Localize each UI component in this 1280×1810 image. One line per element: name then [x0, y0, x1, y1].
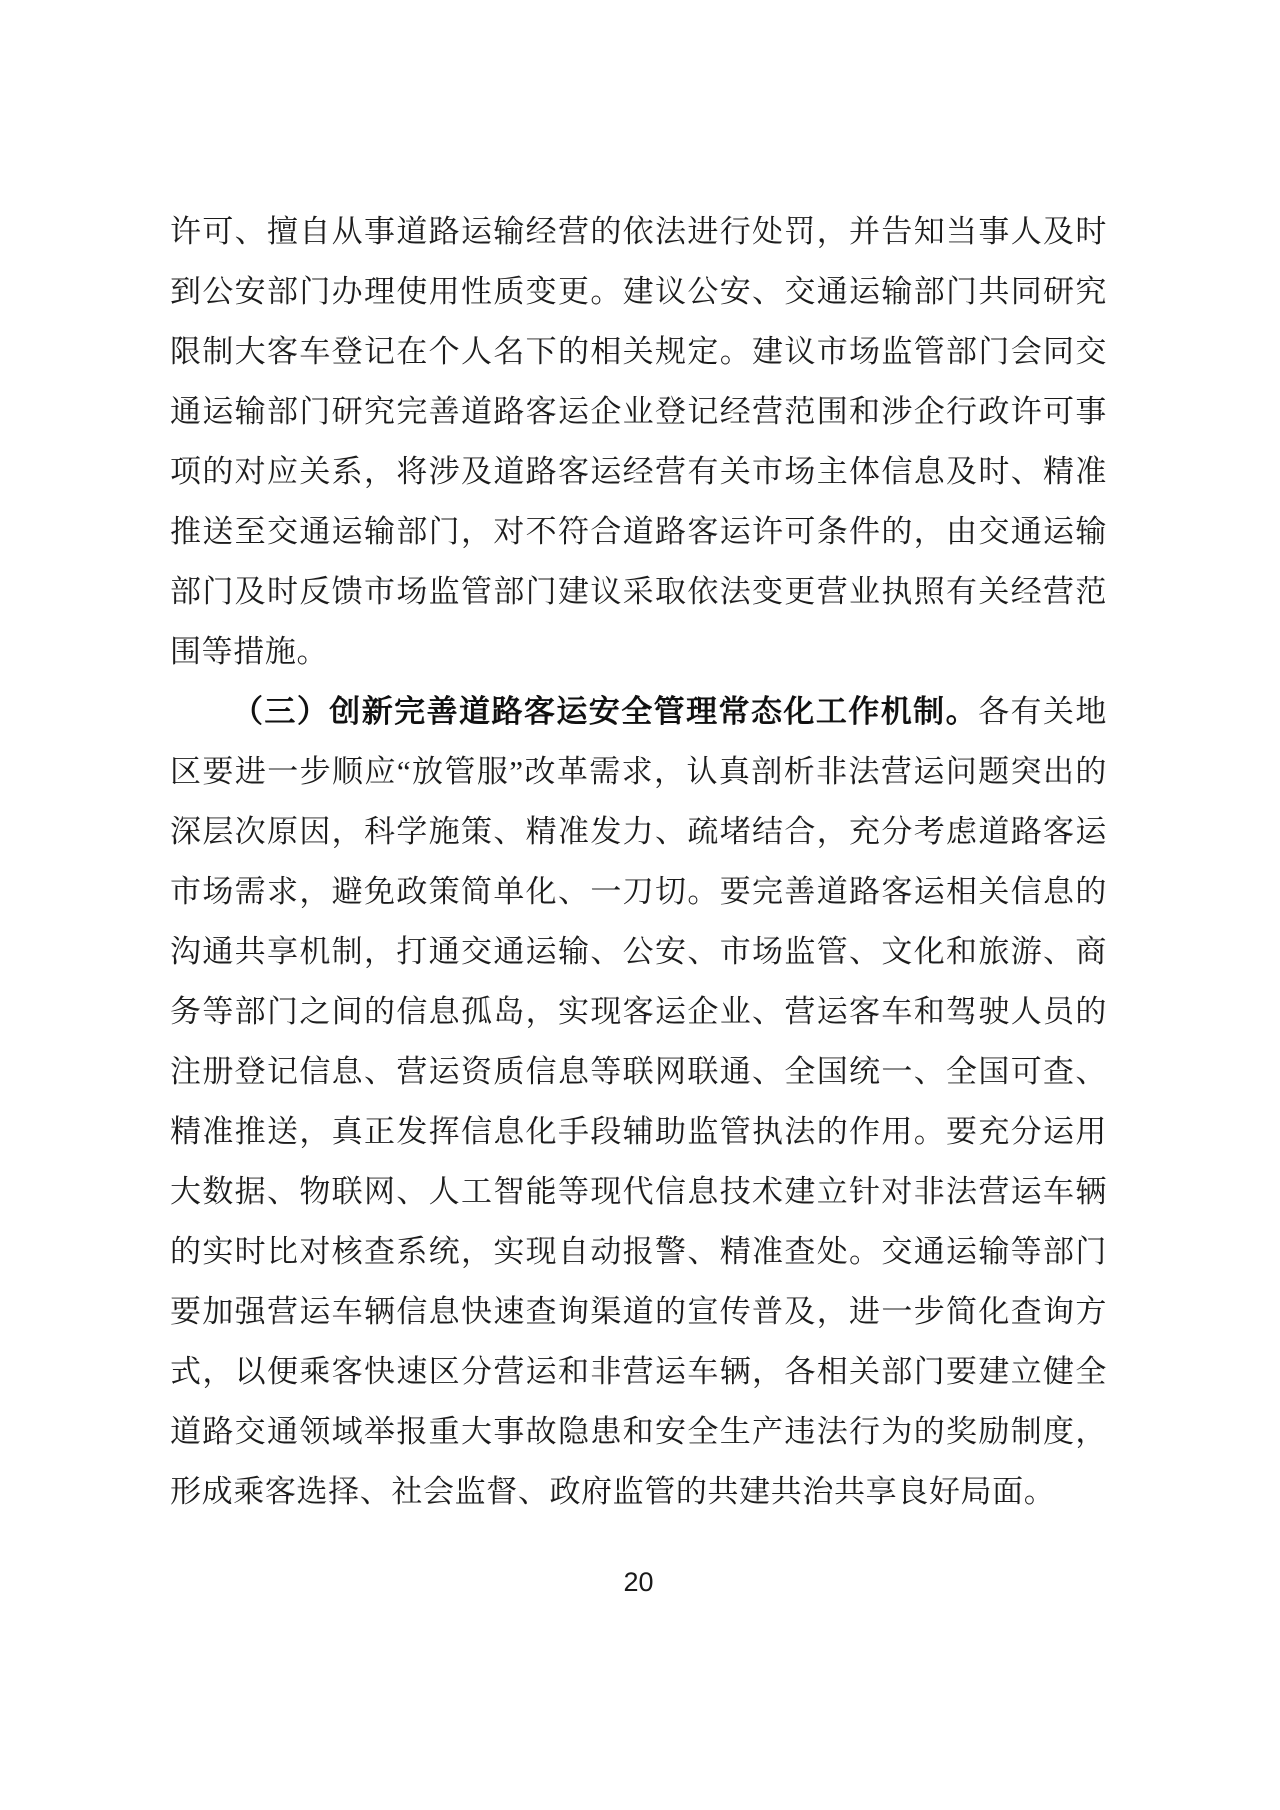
text-segment: 许可、擅自从事道路运输经营的依法进行处罚，并告知当事人及时到公安部门办理使用性质变更。建议公安、交通运输部门共同研究限制大客车登记在个人名下的相关规定。建议市场监管部门会同交通运输部门研究完善道路客运企业登记经营范围和涉企行政许可事项的对应关系，将涉及道路客运经营有关市场主体信息及时、精准推送至交通运输部门，对不符合道路客运许可条件的，由交通运输部门及时反馈市场监管部门建议采取依法变更营业执照有关经营范围等措施。 — [170, 214, 1107, 669]
page-number: 20 — [623, 1567, 654, 1597]
body-text — [170, 202, 1107, 1522]
section-heading: （三）创新完善道路客运安全管理常态化工作机制。 — [232, 694, 979, 729]
paragraph — [170, 682, 1107, 1522]
paragraph — [170, 202, 1107, 682]
text-segment: 各有关地区要进一步顺应“放管服”改革需求，认真剖析非法营运问题突出的深层次原因，科学施策、精准发力、疏堵结合，充分考虑道路客运市场需求，避免政策简单化、一刀切。要完善道路客运相关信息的沟通共享机制，打通交通运输、公安、市场监管、文化和旅游、商务等部门之间的信息孤岛，实现客运企业、营运客车和驾驶人员的注册登记信息、营运资质信息等联网联通、全国统一、全国可查、精准推送，真正发挥信息化手段辅助监管执法的作用。要充分运用大数据、物联网、人工智能等现代信息技术建立针对非法营运车辆的实时比对核查系统，实现自动报警、精准查处。交通运输等部门要加强营运车辆信息快速查询渠道的宣传普及，进一步简化查询方式，以便乘客快速区分营运和非营运车辆，各相关部门要建立健全道路交通领域举报重大事故隐患和安全生产违法行为的奖励制度，形成乘客选择、社会监督、政府监管的共建共治共享良好局面。 — [170, 694, 1107, 1509]
